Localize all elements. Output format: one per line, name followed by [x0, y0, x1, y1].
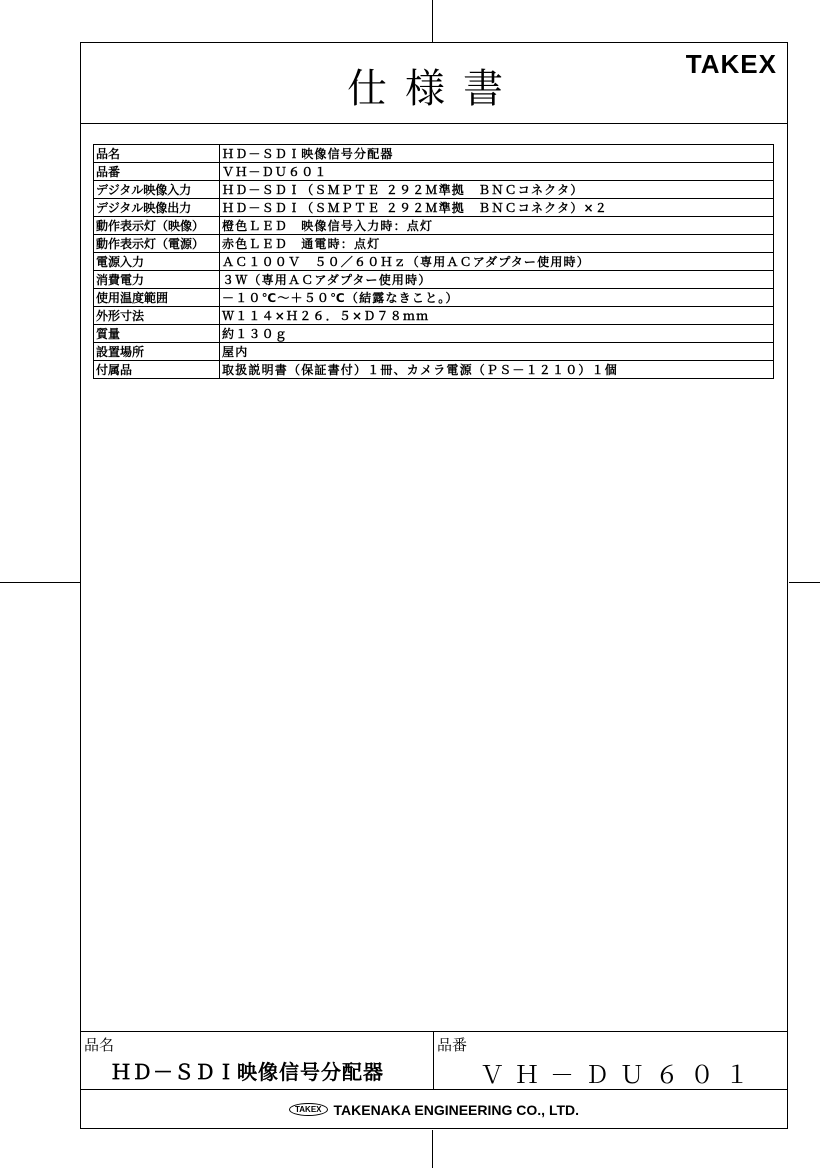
footer-name-caption: 品名 [84, 1036, 115, 1054]
footer-number-caption: 品番 [437, 1036, 468, 1054]
footer-name-cell [81, 1032, 434, 1089]
brand-logo: TAKEX [685, 49, 777, 79]
footer-number-value: ＶＨ－ＤＵ６０１ [480, 1062, 760, 1089]
spec-row [94, 253, 774, 271]
spec-row [94, 289, 774, 307]
spec-value: ３Ｗ（専用ＡＣアダプター使用時） [220, 271, 774, 289]
spec-label: デジタル映像入力 [94, 181, 220, 199]
company-name: TAKENAKA ENGINEERING CO., LTD. [333, 1101, 580, 1118]
spec-label: 消費電力 [94, 271, 220, 289]
document-frame [80, 42, 788, 1129]
spec-value: ＨＤ－ＳＤＩ（ＳＭＰＴＥ ２９２Ｍ準拠 ＢＮＣコネクタ） [220, 181, 774, 199]
spec-value: －１０℃～＋５０℃（結露なきこと。） [220, 289, 774, 307]
crop-mark-left [0, 582, 80, 583]
spec-table [93, 144, 774, 379]
spec-row [94, 163, 774, 181]
spec-value: Ｗ１１４×Ｈ２６．５×Ｄ７８ｍｍ [220, 307, 774, 325]
footer-product-row [81, 1032, 787, 1090]
spec-value: ＶＨ－ＤＵ６０１ [220, 163, 774, 181]
spec-row [94, 343, 774, 361]
crop-mark-top [432, 0, 433, 42]
spec-value: 赤色ＬＥＤ 通電時：点灯 [220, 235, 774, 253]
spec-label: 動作表示灯（映像） [94, 217, 220, 235]
spec-label: デジタル映像出力 [94, 199, 220, 217]
spec-row [94, 307, 774, 325]
spec-label: 動作表示灯（電源） [94, 235, 220, 253]
title-area [81, 43, 787, 124]
footer-name-value: ＨＤ－ＳＤＩ映像信号分配器 [111, 1060, 384, 1084]
spec-row [94, 217, 774, 235]
spec-label: 使用温度範囲 [94, 289, 220, 307]
spec-row [94, 361, 774, 379]
spec-row [94, 271, 774, 289]
spec-label: 設置場所 [94, 343, 220, 361]
spec-row [94, 145, 774, 163]
spec-value: ＨＤ－ＳＤＩ映像信号分配器 [220, 145, 774, 163]
spec-row [94, 235, 774, 253]
footer-number-cell [434, 1032, 788, 1089]
spec-value: 屋内 [220, 343, 774, 361]
spec-label: 質量 [94, 325, 220, 343]
spec-label: 品番 [94, 163, 220, 181]
footer [81, 1031, 787, 1128]
takex-logo-icon: TAKEX [289, 1103, 328, 1116]
crop-mark-bottom [432, 1130, 433, 1168]
spec-row [94, 199, 774, 217]
document-title: 仕様書 [347, 66, 521, 112]
spec-value: 取扱説明書（保証書付）１冊、カメラ電源（ＰＳ－１２１０）１個 [220, 361, 774, 379]
spec-row [94, 181, 774, 199]
crop-mark-right [789, 582, 820, 583]
company-line [81, 1091, 787, 1128]
spec-value: 橙色ＬＥＤ 映像信号入力時：点灯 [220, 217, 774, 235]
spec-row [94, 325, 774, 343]
spec-value: ＡＣ１００Ｖ ５０／６０Ｈｚ（専用ＡＣアダプター使用時） [220, 253, 774, 271]
spec-label: 電源入力 [94, 253, 220, 271]
spec-label: 品名 [94, 145, 220, 163]
spec-label: 外形寸法 [94, 307, 220, 325]
spec-value: ＨＤ－ＳＤＩ（ＳＭＰＴＥ ２９２Ｍ準拠 ＢＮＣコネクタ）×２ [220, 199, 774, 217]
spec-label: 付属品 [94, 361, 220, 379]
spec-value: 約１３０ｇ [220, 325, 774, 343]
